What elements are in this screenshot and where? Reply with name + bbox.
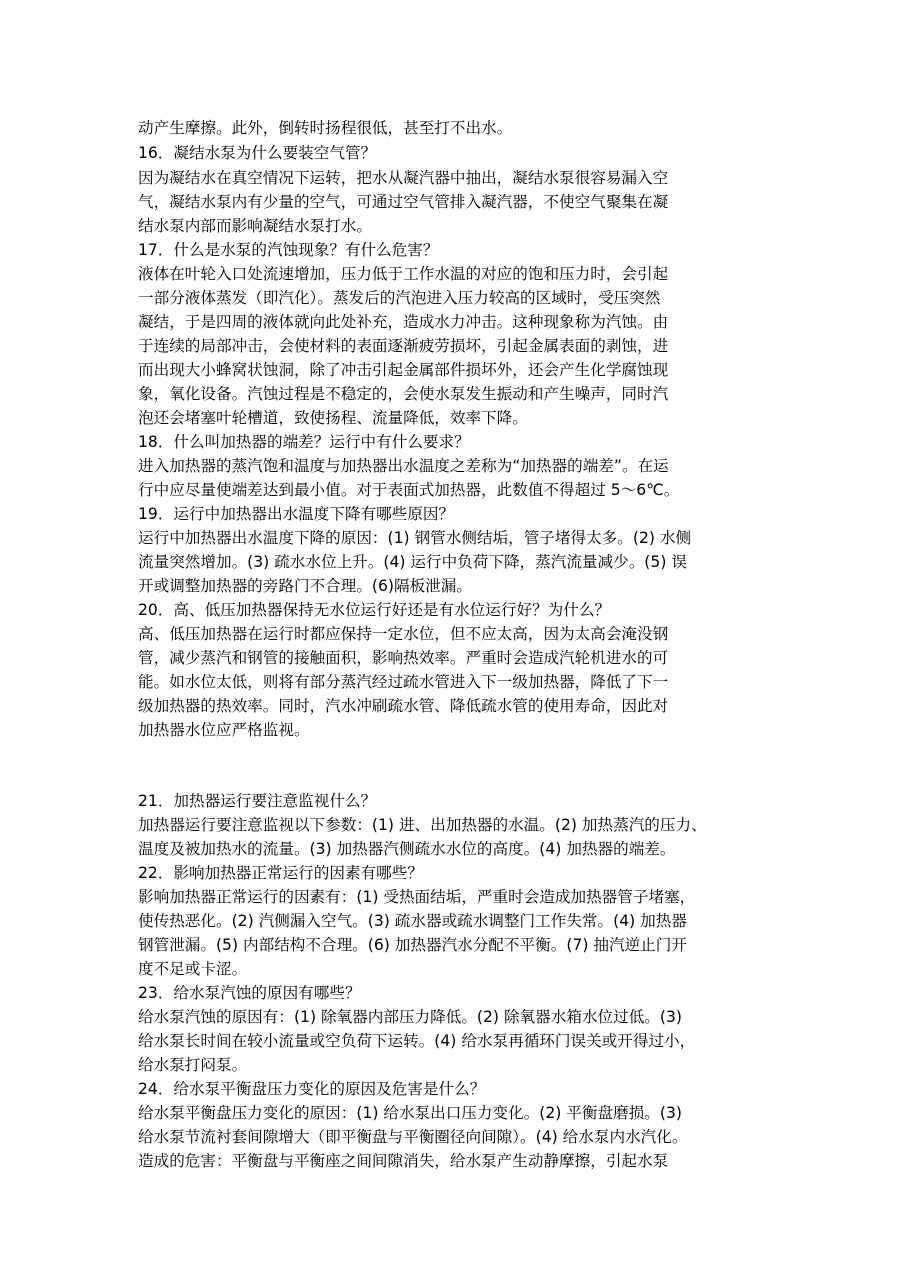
text-line: 加热器水位应严格监视。 — [138, 721, 310, 739]
text-line: 给水泵节流衬套间隙增大（即平衡盘与平衡圈径向间隙）。(4) 给水泵内水汽化。 — [138, 1128, 688, 1146]
text-line: 气，凝结水泵内有少量的空气，可通过空气管排入凝汽器，不使空气聚集在凝 — [138, 193, 669, 211]
text-line: 结水泵内部而影响凝结水泵打水。 — [138, 217, 372, 235]
text-line: 进入加热器的蒸汽饱和温度与加热器出水温度之差称为“加热器的端差”。在运 — [138, 457, 669, 475]
text-line: 温度及被加热水的流量。(3) 加热器汽侧疏水水位的高度。(4) 加热器的端差。 — [138, 840, 676, 858]
text-line: 于连续的局部冲击，会使材料的表面逐渐疲劳损坏，引起金属表面的剥蚀，进 — [138, 337, 669, 355]
question-24: 24．给水泵平衡盘压力变化的原因及危害是什么？ — [138, 1080, 486, 1098]
text-line: 凝结，于是四周的液体就向此处补充，造成水力冲击。这种现象称为汽蚀。由 — [138, 313, 669, 331]
text-line: 动产生摩擦。此外，倒转时扬程很低，甚至打不出水。 — [138, 119, 513, 137]
text-line: 而出现大小蜂窝状蚀洞，除了冲击引起金属部件损坏外，还会产生化学腐蚀现 — [138, 361, 669, 379]
text-line: 钢管泄漏。(5) 内部结构不合理。(6) 加热器汽水分配不平衡。(7) 抽汽逆止门开 — [138, 936, 687, 954]
text-line: 影响加热器正常运行的因素有：(1) 受热面结垢，严重时会造成加热器管子堵塞， — [138, 888, 696, 906]
text-line: 度不足或卡涩。 — [138, 960, 248, 978]
text-line: 给水泵平衡盘压力变化的原因：(1) 给水泵出口压力变化。(2) 平衡盘磨损。(3) — [138, 1104, 682, 1122]
text-line: 因为凝结水在真空情况下运转，把水从凝汽器中抽出，凝结水泵很容易漏入空 — [138, 169, 669, 187]
text-line: 泡还会堵塞叶轮槽道，致使扬程、流量降低，效率下降。 — [138, 409, 528, 427]
question-19: 19．运行中加热器出水温度下降有哪些原因？ — [138, 505, 455, 523]
text-line: 液体在叶轮入口处流速增加，压力低于工作水温的对应的饱和压力时，会引起 — [138, 265, 669, 283]
text-line: 高、低压加热器在运行时都应保持一定水位，但不应太高，因为太高会淹没钢 — [138, 625, 669, 643]
question-18: 18．什么叫加热器的端差？运行中有什么要求？ — [138, 433, 470, 451]
text-line: 能。如水位太低，则将有部分蒸汽经过疏水管进入下一级加热器，降低了下一 — [138, 673, 669, 691]
text-line: 流量突然增加。(3) 疏水水位上升。(4) 运行中负荷下降，蒸汽流量减少。(5) 误 — [138, 553, 687, 571]
text-line: 运行中加热器出水温度下降的原因：(1) 钢管水侧结垢，管子堵得太多。(2) 水侧 — [138, 529, 692, 547]
question-22: 22．影响加热器正常运行的因素有哪些？ — [138, 864, 423, 882]
question-21: 21．加热器运行要注意监视什么？ — [138, 792, 377, 810]
text-line: 级加热器的热效率。同时，汽水冲刷疏水管、降低疏水管的使用寿命，因此对 — [138, 697, 669, 715]
text-line: 给水泵打闷泵。 — [138, 1056, 248, 1074]
text-line: 加热器运行要注意监视以下参数：(1) 进、出加热器的水温。(2) 加热蒸汽的压力、 — [138, 816, 707, 834]
text-line: 给水泵汽蚀的原因有：(1) 除氧器内部压力降低。(2) 除氧器水箱水位过低。(3) — [138, 1008, 682, 1026]
text-line: 管，减少蒸汽和钢管的接触面积，影响热效率。严重时会造成汽轮机进水的可 — [138, 649, 669, 667]
text-line: 使传热恶化。(2) 汽侧漏入空气。(3) 疏水器或疏水调整门工作失常。(4) 加热器 — [138, 912, 687, 930]
question-23: 23．给水泵汽蚀的原因有哪些？ — [138, 984, 361, 1002]
question-17: 17．什么是水泵的汽蚀现象？有什么危害？ — [138, 241, 439, 259]
question-20: 20．高、低压加热器保持无水位运行好还是有水位运行好？为什么？ — [138, 601, 611, 619]
text-line: 给水泵长时间在较小流量或空负荷下运转。(4) 给水泵再循环门误关或开得过小， — [138, 1032, 696, 1050]
text-line: 象，氧化设备。汽蚀过程是不稳定的，会使水泵发生振动和产生噪声，同时汽 — [138, 385, 669, 403]
text-line: 一部分液体蒸发（即汽化）。蒸发后的汽泡进入压力较高的区域时，受压突然 — [138, 289, 661, 307]
text-line: 行中应尽量使端差达到最小值。对于表面式加热器，此数值不得超过 5～6℃。 — [138, 481, 680, 499]
question-16: 16．凝结水泵为什么要装空气管？ — [138, 144, 377, 162]
text-line: 造成的危害：平衡盘与平衡座之间间隙消失，给水泵产生动静摩擦，引起水泵 — [138, 1152, 669, 1170]
text-line: 开或调整加热器的旁路门不合理。(6)隔板泄漏。 — [138, 577, 472, 595]
